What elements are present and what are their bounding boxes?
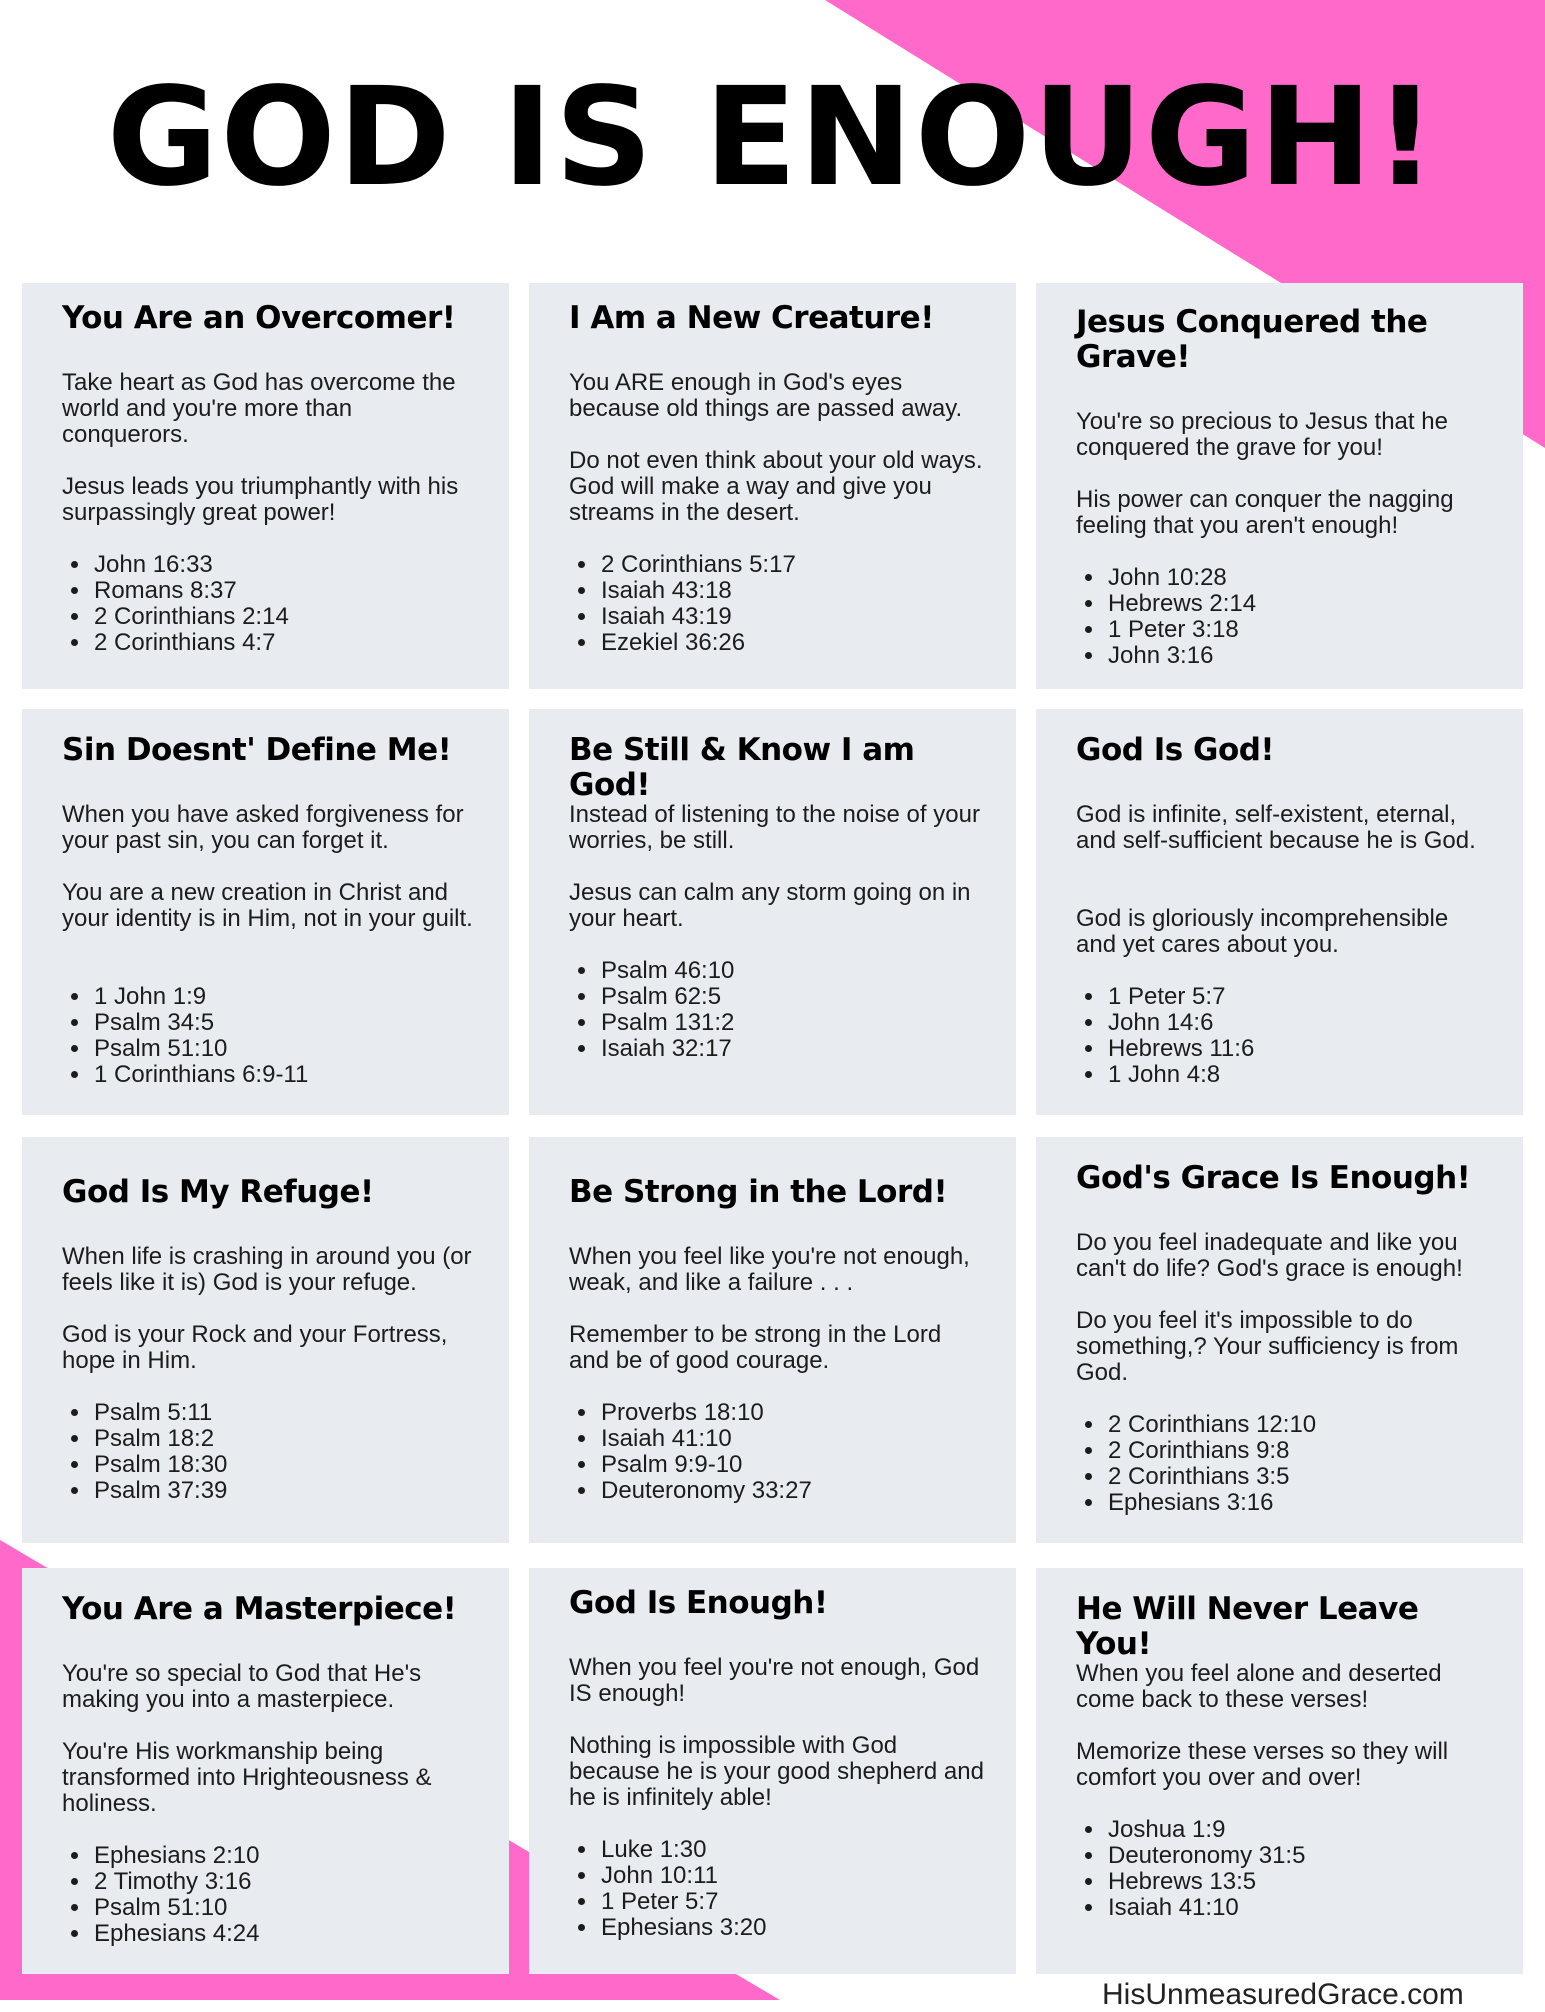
- card-paragraph-1: You're so precious to Jesus that he conquered the grave for you!: [1076, 408, 1448, 461]
- scripture-ref: • 1 John 4:8: [1106, 1062, 1254, 1088]
- scripture-ref: • Psalm 18:30: [92, 1452, 227, 1478]
- scripture-list: [62, 1400, 227, 1504]
- scripture-ref: • 2 Timothy 3:16: [92, 1869, 259, 1895]
- scripture-ref: • Psalm 5:11: [92, 1400, 227, 1426]
- card-paragraph-1: When you feel you're not enough, God IS enough!: [569, 1654, 980, 1707]
- card-paragraph-1: When life is crashing in around you (or feels like it is) God is your refuge.: [62, 1243, 472, 1296]
- card-paragraph-2: Jesus can calm any storm going on in your heart.: [569, 879, 971, 932]
- scripture-ref: • Ephesians 3:20: [599, 1915, 766, 1941]
- scripture-ref: • John 3:16: [1106, 643, 1256, 669]
- card-paragraph-2: God is gloriously incomprehensible and yet cares about you.: [1076, 905, 1449, 958]
- scripture-ref: • Isaiah 43:19: [599, 604, 796, 630]
- card-paragraph-1: You're so special to God that He's making you into a masterpiece.: [62, 1660, 422, 1713]
- scripture-list: [1076, 565, 1256, 669]
- page-title: GOD IS ENOUGH!: [106, 59, 1439, 217]
- card-paragraph-1: When you feel alone and deserted come back to these verses!: [1076, 1660, 1442, 1713]
- scripture-ref: • John 16:33: [92, 552, 289, 578]
- website-footer: HisUnmeasuredGrace.com: [1102, 1978, 1464, 2011]
- card-title: Sin Doesnt' Define Me!: [62, 732, 452, 768]
- scripture-ref: • 2 Corinthians 2:14: [92, 604, 289, 630]
- card-paragraph-2: You are a new creation in Christ and your identity is in Him, not in your guilt.: [62, 879, 473, 932]
- scripture-ref: • Ephesians 3:16: [1106, 1490, 1316, 1516]
- card-title: God Is My Refuge!: [62, 1174, 374, 1210]
- scripture-ref: • Isaiah 43:18: [599, 578, 796, 604]
- scripture-ref: • Psalm 37:39: [92, 1478, 227, 1504]
- card-title: You Are an Overcomer!: [62, 300, 456, 336]
- scripture-list: [569, 1400, 812, 1504]
- scripture-ref: • 2 Corinthians 5:17: [599, 552, 796, 578]
- scripture-ref: • 2 Corinthians 9:8: [1106, 1438, 1316, 1464]
- scripture-ref: • Luke 1:30: [599, 1837, 766, 1863]
- scripture-ref: • Hebrews 13:5: [1106, 1869, 1305, 1895]
- scripture-ref: • 1 John 1:9: [92, 984, 308, 1010]
- card-paragraph-1: Take heart as God has overcome the world and you're more than conquerors.: [62, 369, 456, 448]
- scripture-ref: • Ephesians 4:24: [92, 1921, 259, 1947]
- scripture-list: [1076, 1817, 1305, 1921]
- scripture-ref: • Proverbs 18:10: [599, 1400, 812, 1426]
- scripture-ref: • Isaiah 32:17: [599, 1036, 734, 1062]
- scripture-ref: • Hebrews 11:6: [1106, 1036, 1254, 1062]
- scripture-ref: • Psalm 62:5: [599, 984, 734, 1010]
- card-refuge: [22, 1137, 509, 1543]
- scripture-list: [62, 984, 308, 1088]
- card-paragraph-1: When you have asked forgiveness for your past sin, you can forget it.: [62, 801, 464, 854]
- card-title: You Are a Masterpiece!: [62, 1591, 457, 1627]
- card-paragraph-1: Instead of listening to the noise of your worries, be still.: [569, 801, 980, 854]
- card-new-creature: [529, 283, 1016, 689]
- card-paragraph-2: Remember to be strong in the Lord and be of good courage.: [569, 1321, 942, 1374]
- card-god-is-god: [1036, 709, 1523, 1115]
- scripture-ref: • Psalm 51:10: [92, 1895, 259, 1921]
- card-paragraph-1: When you feel like you're not enough, weak, and like a failure . . .: [569, 1243, 970, 1296]
- card-conquered-grave: [1036, 283, 1523, 689]
- card-title: God Is Enough!: [569, 1585, 828, 1621]
- scripture-ref: • Deuteronomy 33:27: [599, 1478, 812, 1504]
- scripture-list: [62, 1843, 259, 1947]
- scripture-ref: • Psalm 131:2: [599, 1010, 734, 1036]
- card-sin-define: [22, 709, 509, 1115]
- card-paragraph-2: Do not even think about your old ways. God will make a way and give you streams in the desert.: [569, 447, 983, 526]
- scripture-list: [569, 1837, 766, 1941]
- card-paragraph-2: His power can conquer the nagging feeling that you aren't enough!: [1076, 486, 1454, 539]
- scripture-ref: • 1 Peter 5:7: [599, 1889, 766, 1915]
- scripture-ref: • Joshua 1:9: [1106, 1817, 1305, 1843]
- card-paragraph-1: Do you feel inadequate and like you can't do life? God's grace is enough!: [1076, 1229, 1463, 1282]
- scripture-list: [1076, 1412, 1316, 1516]
- card-paragraph-2: Do you feel it's impossible to do something,? Your sufficiency is from God.: [1076, 1307, 1459, 1386]
- card-paragraph-1: God is infinite, self-existent, eternal, and self-sufficient because he is God.: [1076, 801, 1476, 854]
- scripture-ref: • Ezekiel 36:26: [599, 630, 796, 656]
- card-overcomer: [22, 283, 509, 689]
- card-title: Be Strong in the Lord!: [569, 1174, 948, 1210]
- scripture-ref: • Deuteronomy 31:5: [1106, 1843, 1305, 1869]
- scripture-ref: • 2 Corinthians 3:5: [1106, 1464, 1316, 1490]
- scripture-ref: • 1 Corinthians 6:9-11: [92, 1062, 308, 1088]
- scripture-ref: • Hebrews 2:14: [1106, 591, 1256, 617]
- card-title: He Will Never Leave You!: [1076, 1591, 1419, 1662]
- scripture-ref: • John 14:6: [1106, 1010, 1254, 1036]
- card-title: Be Still & Know I am God!: [569, 732, 915, 803]
- scripture-ref: • John 10:28: [1106, 565, 1256, 591]
- scripture-ref: • Psalm 51:10: [92, 1036, 308, 1062]
- scripture-ref: • 2 Corinthians 12:10: [1106, 1412, 1316, 1438]
- card-be-strong: [529, 1137, 1016, 1543]
- scripture-ref: • 1 Peter 5:7: [1106, 984, 1254, 1010]
- card-masterpiece: [22, 1568, 509, 1974]
- scripture-ref: • 1 Peter 3:18: [1106, 617, 1256, 643]
- scripture-list: [62, 552, 289, 656]
- scripture-ref: • Romans 8:37: [92, 578, 289, 604]
- scripture-ref: • Psalm 46:10: [599, 958, 734, 984]
- card-be-still: [529, 709, 1016, 1115]
- card-never-leave: [1036, 1568, 1523, 1974]
- card-paragraph-2: You're His workmanship being transformed into Hrighteousness & holiness.: [62, 1738, 432, 1817]
- scripture-list: [569, 958, 734, 1062]
- card-paragraph-2: Memorize these verses so they will comfort you over and over!: [1076, 1738, 1449, 1791]
- card-paragraph-2: Nothing is impossible with God because he is your good shepherd and he is infinitely able!: [569, 1732, 984, 1811]
- card-title: God Is God!: [1076, 732, 1275, 768]
- scripture-ref: • Psalm 9:9-10: [599, 1452, 812, 1478]
- scripture-list: [569, 552, 796, 656]
- scripture-ref: • Psalm 18:2: [92, 1426, 227, 1452]
- scripture-list: [1076, 984, 1254, 1088]
- scripture-ref: • Isaiah 41:10: [1106, 1895, 1305, 1921]
- card-title: I Am a New Creature!: [569, 300, 934, 336]
- card-paragraph-2: Jesus leads you triumphantly with his surpassingly great power!: [62, 473, 459, 526]
- scripture-ref: • John 10:11: [599, 1863, 766, 1889]
- scripture-ref: • Ephesians 2:10: [92, 1843, 259, 1869]
- scripture-ref: • Isaiah 41:10: [599, 1426, 812, 1452]
- card-title: Jesus Conquered the Grave!: [1076, 304, 1428, 375]
- card-grace-enough: [1036, 1137, 1523, 1543]
- scripture-ref: • 2 Corinthians 4:7: [92, 630, 289, 656]
- card-paragraph-1: You ARE enough in God's eyes because old things are passed away.: [569, 369, 963, 422]
- scripture-ref: • Psalm 34:5: [92, 1010, 308, 1036]
- card-god-is-enough: [529, 1568, 1016, 1974]
- card-paragraph-2: God is your Rock and your Fortress, hope in Him.: [62, 1321, 448, 1374]
- card-title: God's Grace Is Enough!: [1076, 1160, 1471, 1196]
